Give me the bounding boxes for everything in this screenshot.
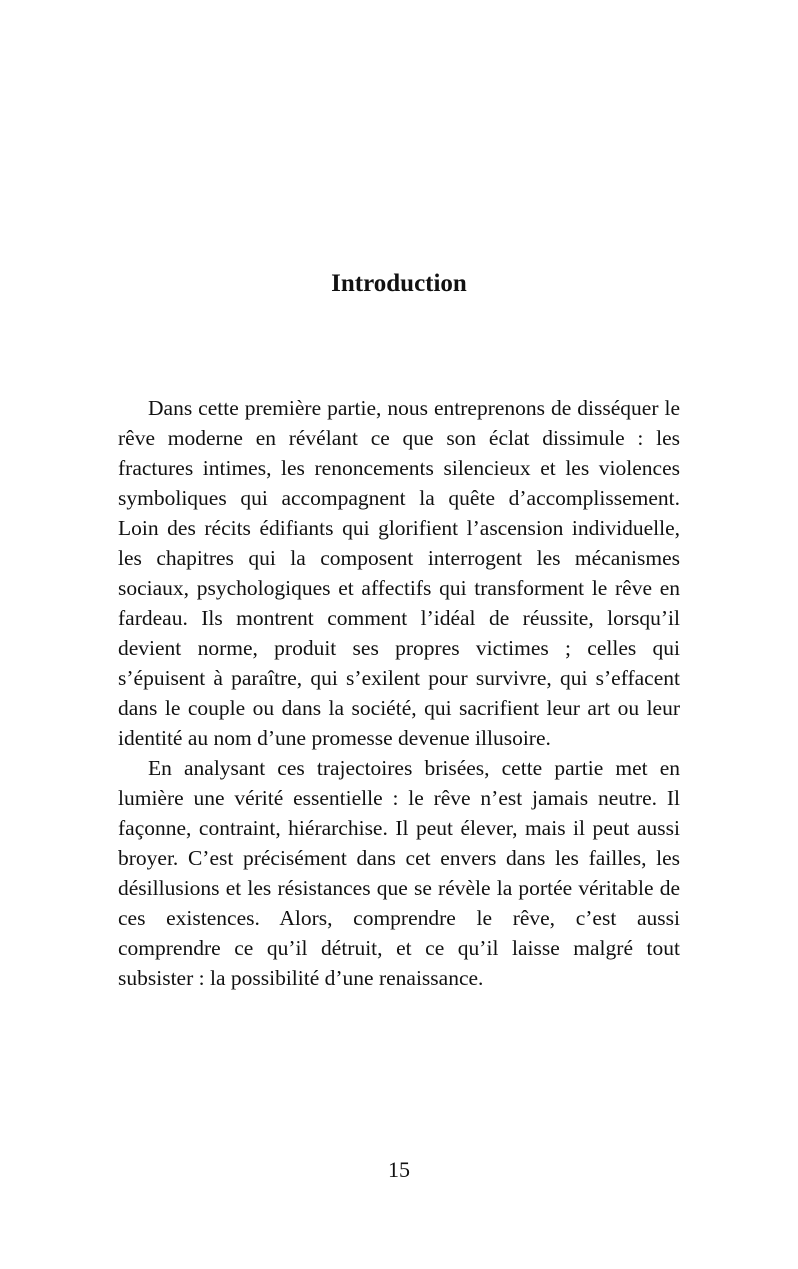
paragraph-2: En analysant ces trajectoires brisées, cette partie met en lumière une vérité essentielle : le rêve n’est jamais neutre. Il façonne, contraint, hiérarchise. Il peut élever, mais il peut aussi broyer. C’est précisément dans cet envers dans les failles, les désillusions et les résistances que se révèle la portée véritable de ces existences. Alors, comprendre le rêve, c’est aussi comprendre ce qu’il détruit, et ce qu’il laisse malgré tout subsister : la possibilité d’une renaissance. bbox=[118, 756, 680, 990]
chapter-title: Introduction bbox=[331, 270, 467, 297]
body-text bbox=[118, 393, 680, 993]
page-number: 15 bbox=[388, 1157, 410, 1182]
paragraph-1: Dans cette première partie, nous entreprenons de disséquer le rêve moderne en révélant ce que son éclat dissimule : les fractures intimes, les renoncements silencieux et les violences symboliques qui accompagnent la quête d’accomplissement. Loin des récits édifiants qui glorifient l’ascension individuelle, les chapitres qui la composent interrogent les mécanismes sociaux, psychologiques et affectifs qui transforment le rêve en fardeau. Ils montrent comment l’idéal de réussite, lorsqu’il devient norme, produit ses propres victimes ; celles qui s’épuisent à paraître, qui s’exilent pour survivre, qui s’effacent dans le couple ou dans la société, qui sacrifient leur art ou leur identité au nom d’une promesse devenue illusoire. bbox=[118, 396, 680, 750]
